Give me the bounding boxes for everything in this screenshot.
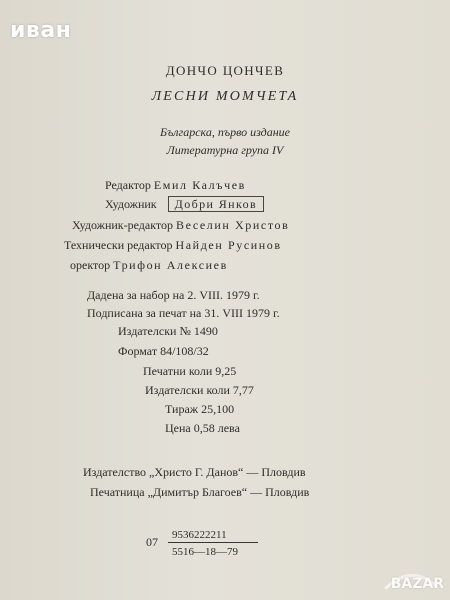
publisher-house-line: Издателство „Христо Г. Данов“ — Пловдив (83, 465, 306, 479)
art-editor-credit (72, 218, 289, 232)
code-fraction-rule (168, 542, 258, 543)
publisher-number-line: Издателски № 1490 (118, 324, 218, 338)
artist-label: Художник (105, 197, 157, 211)
code-prefix: 07 (146, 535, 158, 549)
format-line: Формат 84/108/32 (118, 344, 209, 358)
price-line: Цена 0,58 лева (165, 421, 240, 435)
book-author: ДОНЧО ЦОНЧЕВ (165, 63, 285, 78)
corrector-credit (70, 258, 228, 272)
editor-credit (105, 178, 246, 192)
signed-date-line: Подписана за печат на 31. VIII 1979 г. (87, 306, 280, 320)
tech-editor-label: Технически редактор (64, 238, 173, 252)
editor-label: Редактор (105, 178, 151, 192)
art-editor-label: Художник-редактор (72, 218, 173, 232)
tech-editor-name: Найден Русинов (175, 238, 282, 252)
print-sheets-line: Печатни коли 9,25 (143, 364, 237, 378)
username-overlay: иван (10, 18, 72, 43)
tech-editor-credit (64, 238, 282, 252)
art-editor-name: Веселин Христов (175, 218, 290, 232)
circulation-line: Тираж 25,100 (165, 402, 235, 416)
set-date-line: Дадена за набор на 2. VIII. 1979 г. (87, 288, 260, 302)
book-title: ЛЕСНИ МОМЧЕТА (151, 89, 299, 104)
artist-credit (105, 196, 264, 212)
publisher-sheets-line: Издателски коли 7,77 (145, 383, 254, 397)
edition-line: Българска, първо издание (159, 125, 290, 139)
editor-name: Емил Калъчев (153, 178, 246, 192)
corrector-label: оректор (70, 258, 111, 272)
corrector-name: Трифон Алексиев (113, 258, 228, 272)
code-denominator: 5516—18—79 (172, 546, 238, 558)
printing-house-line: Печатница „Димитър Благоев“ — Пловдив (90, 485, 310, 499)
artist-name-stamp: Добри Янков (168, 196, 264, 212)
literary-group-line: Литературна група IV (166, 143, 284, 157)
code-numerator: 9536222211 (172, 529, 227, 541)
bazar-watermark: BAZAR (390, 576, 444, 592)
